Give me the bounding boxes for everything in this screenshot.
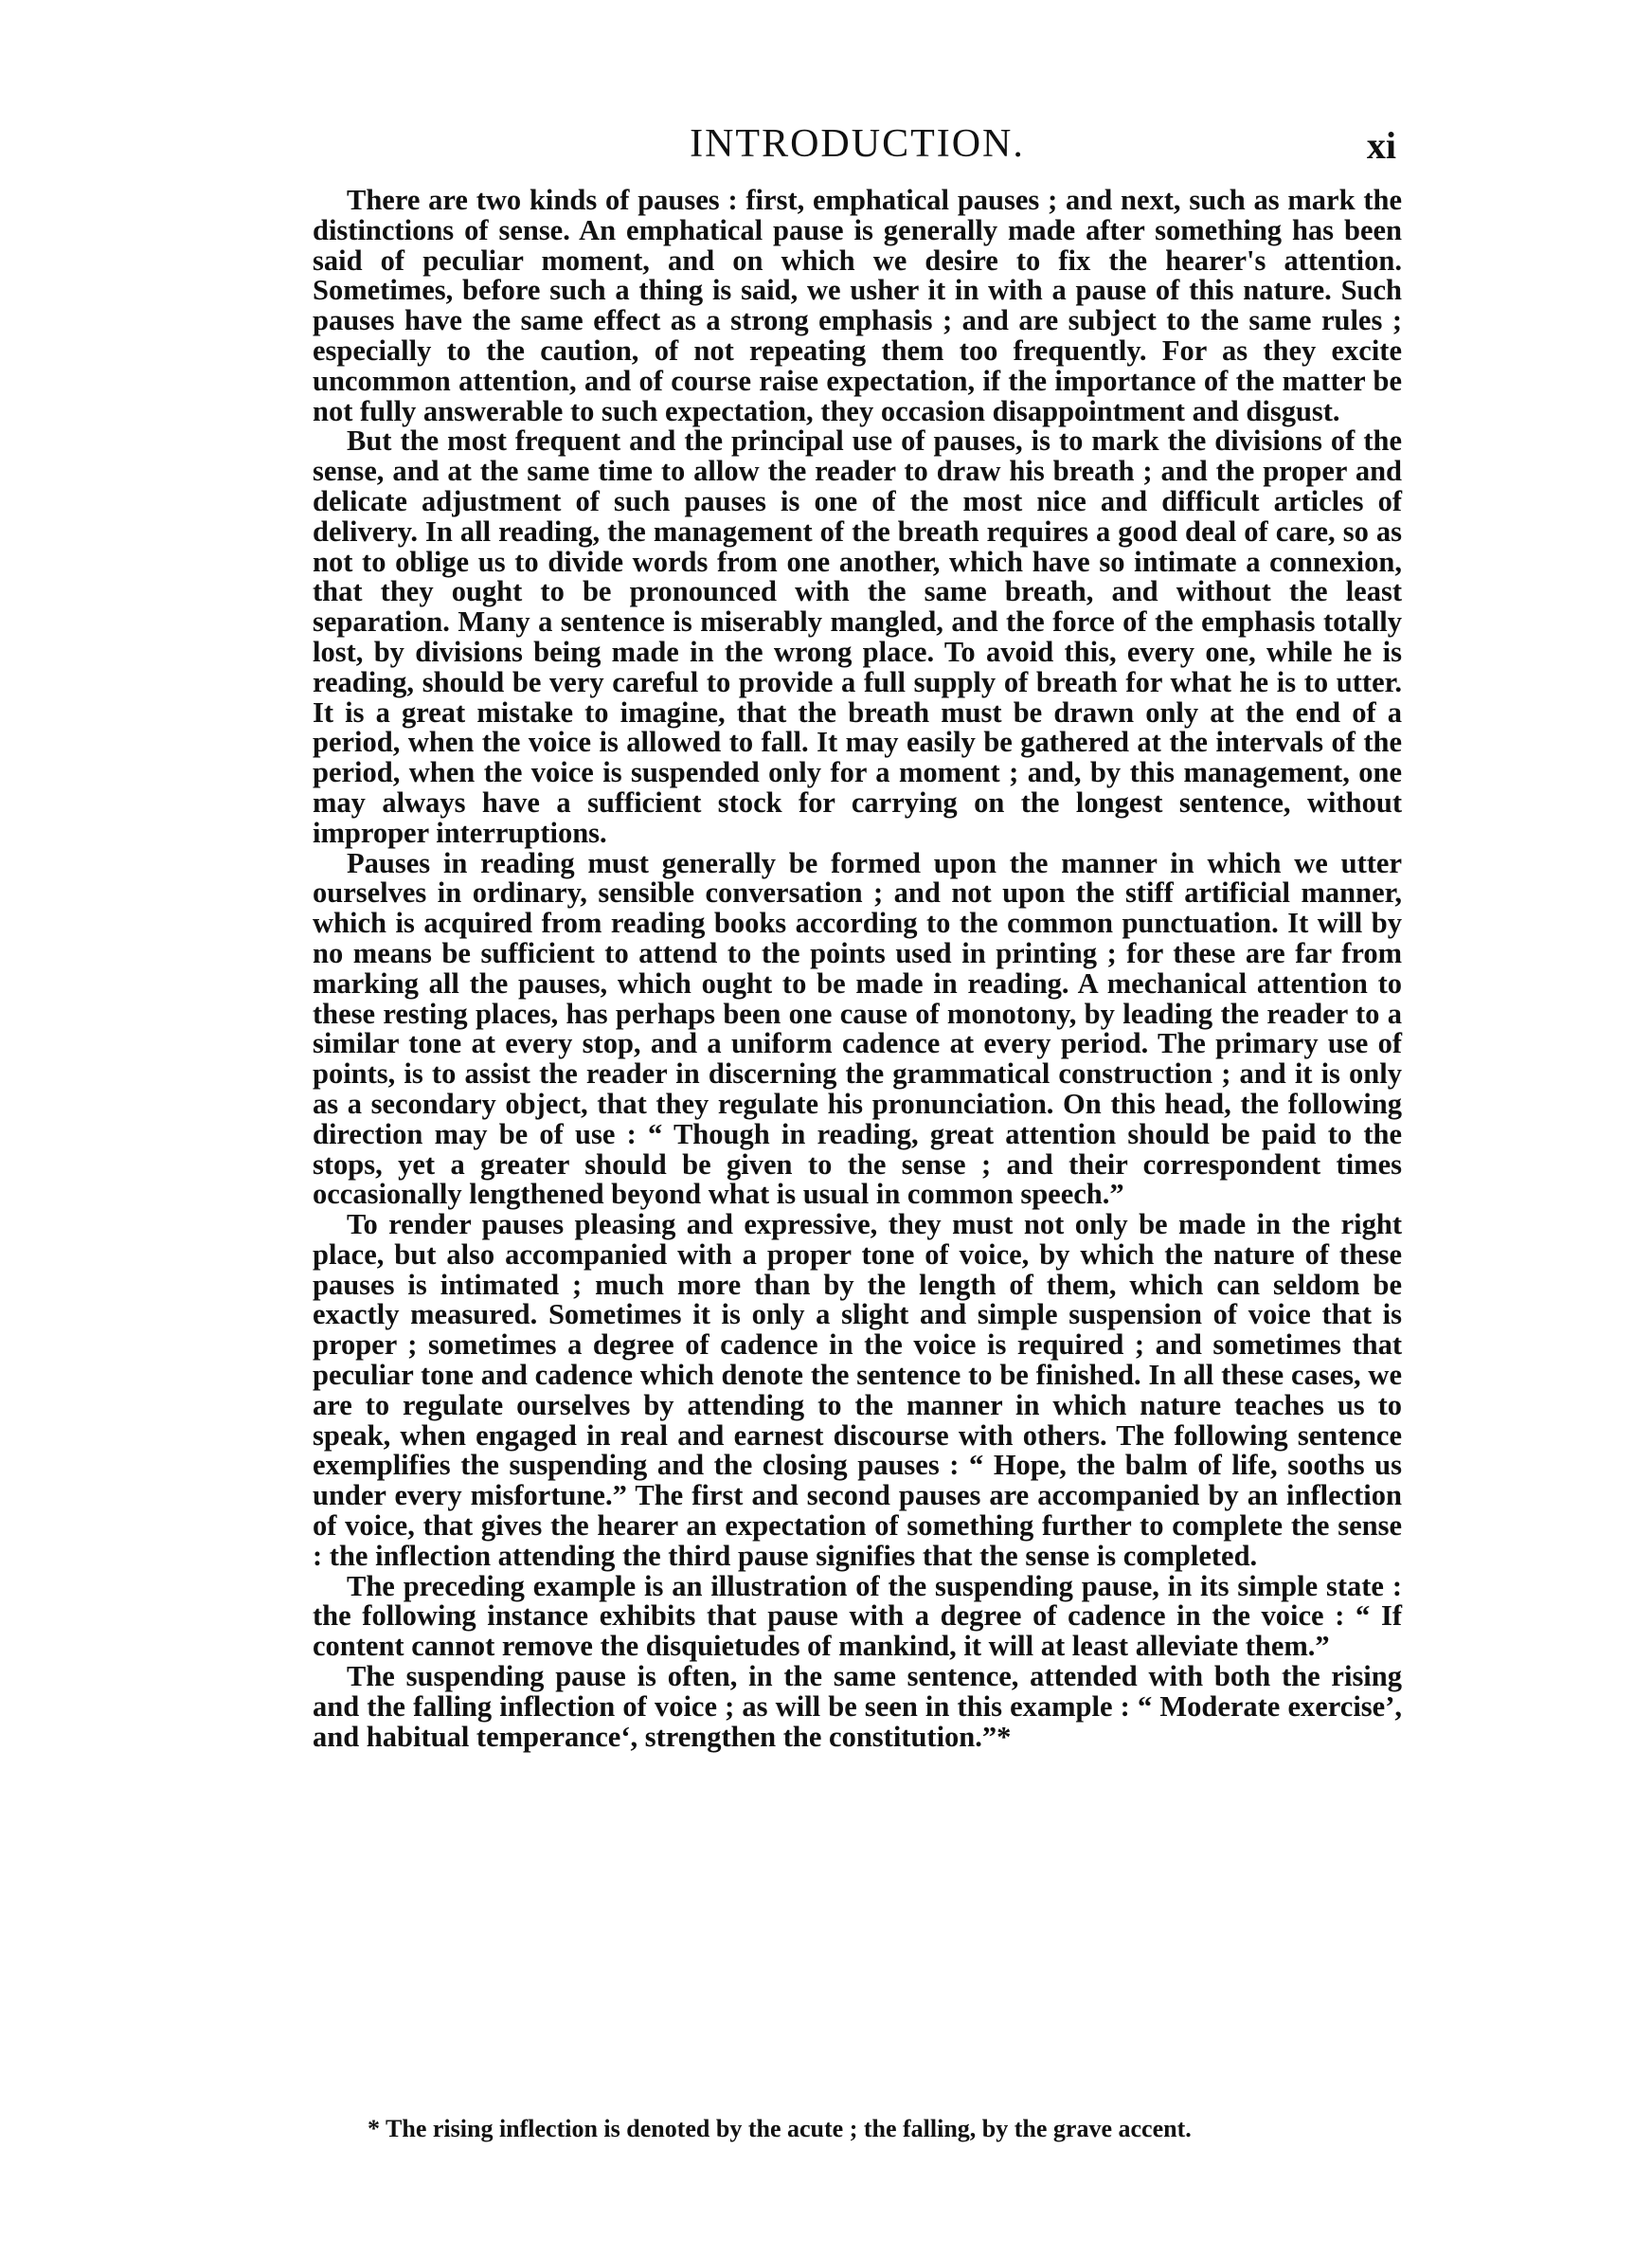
paragraph-pauses-in-reading: Pauses in reading must generally be formed upon the manner in which we utter ourselves in ordinary, sensible conversation ; and not upon the stiff artificial manner, which is acquired from reading books according to the common punctuation. It will by no means be sufficient to attend to the points used in printing ; for these are far from marking all the pauses, which ought to be made in reading. A mechanical attention to these resting places, has perhaps been one cause of monotony, by leading the reader to a similar tone at every stop, and a uniform cadence at every period. The primary use of points, is to assist the reader in discerning the grammatical construction ; and it is only as a secondary object, that they regulate his pronunciation. On this head, the following direction may be of use : “ Though in reading, great attention should be paid to the stops, yet a greater should be given to the sense ; and their correspondent times occasionally lengthened beyond what is usual in common speech.” — [313, 846, 1402, 1211]
running-title: INTRODUCTION. — [690, 122, 1025, 166]
paragraph-render-pauses: To render pauses pleasing and expressive, they must not only be made in the right place, but also accompanied with a proper tone of voice, by which the nature of these pauses is intimated ; much more than by the length of them, which can seldom be exactly measured. Sometimes it is only a slight and simple suspension of voice that is proper ; sometimes a degree of cadence in the voice is required ; and sometimes that peculiar tone and cadence which denote the sentence to be finished. In all these cases, we are to regulate ourselves by attending to the manner in which nature teaches us to speak, when engaged in real and earnest discourse with others. The following sentence exemplifies the suspending and the closing pauses : “ Hope, the balm of life, sooths us under every misfortune.” The first and second pauses are accompanied by an inflection of voice, that gives the hearer an expectation of something further to complete the sense : the inflection attending the third pause signifies that the sense is completed. — [313, 1208, 1402, 1572]
page-header — [313, 121, 1402, 178]
paragraph-preceding-example: The preceding example is an illustration of the suspending pause, in its simple state : the following instance exhibits that pause with a degree of cadence in the voice : “ If content cannot remove the disquietudes of mankind, it will at least alleviate them.” — [313, 1569, 1402, 1663]
paragraph-emphatical-pauses: There are two kinds of pauses : first, emphatical pauses ; and next, such as mark the distinctions of sense. An emphatical pause is generally made after something has been said of peculiar moment, and on which we desire to fix the hearer's attention. Sometimes, before such a thing is said, we usher it in with a pause of this nature. Such pauses have the same effect as a strong emphasis ; and are subject to the same rules ; especially to the caution, of not repeating them too frequently. For as they excite uncommon attention, and of course raise expectation, if the importance of the matter be not fully answerable to such expectation, they occasion disappointment and disgust. — [313, 184, 1402, 427]
footnote: * The rising inflection is denoted by the acute ; the falling, by the grave accent. — [368, 2115, 1192, 2142]
body-text — [313, 186, 1402, 1752]
paragraph-suspending-pause: The suspending pause is often, in the same sentence, attended with both the rising and the falling inflection of voice ; as will be seen in this example : “ Moderate exercise’, and habitual temperance‘, strengthen the constitution.”* — [313, 1660, 1402, 1753]
paragraph-divisions-of-sense: But the most frequent and the principal use of pauses, is to mark the divisions of the sense, and at the same time to allow the reader to draw his breath ; and the proper and delicate adjustment of such pauses is one of the most nice and difficult articles of delivery. In all reading, the management of the breath requires a good deal of care, so as not to oblige us to divide words from one another, which have so intimate a connexion, that they ought to be pronounced with the same breath, and without the least separation. Many a sentence is miserably mangled, and the force of the emphasis totally lost, by divisions being made in the wrong place. To avoid this, every one, while he is reading, should be very careful to provide a full supply of breath for what he is to utter. It is a great mistake to imagine, that the breath must be drawn only at the end of a period, when the voice is allowed to fall. It may easily be gathered at the intervals of the period, when the voice is suspended only for a moment ; and, by this management, one may always have a sufficient stock for carrying on the longest sentence, without improper interruptions. — [313, 424, 1402, 849]
page-number: xi — [1366, 124, 1396, 167]
